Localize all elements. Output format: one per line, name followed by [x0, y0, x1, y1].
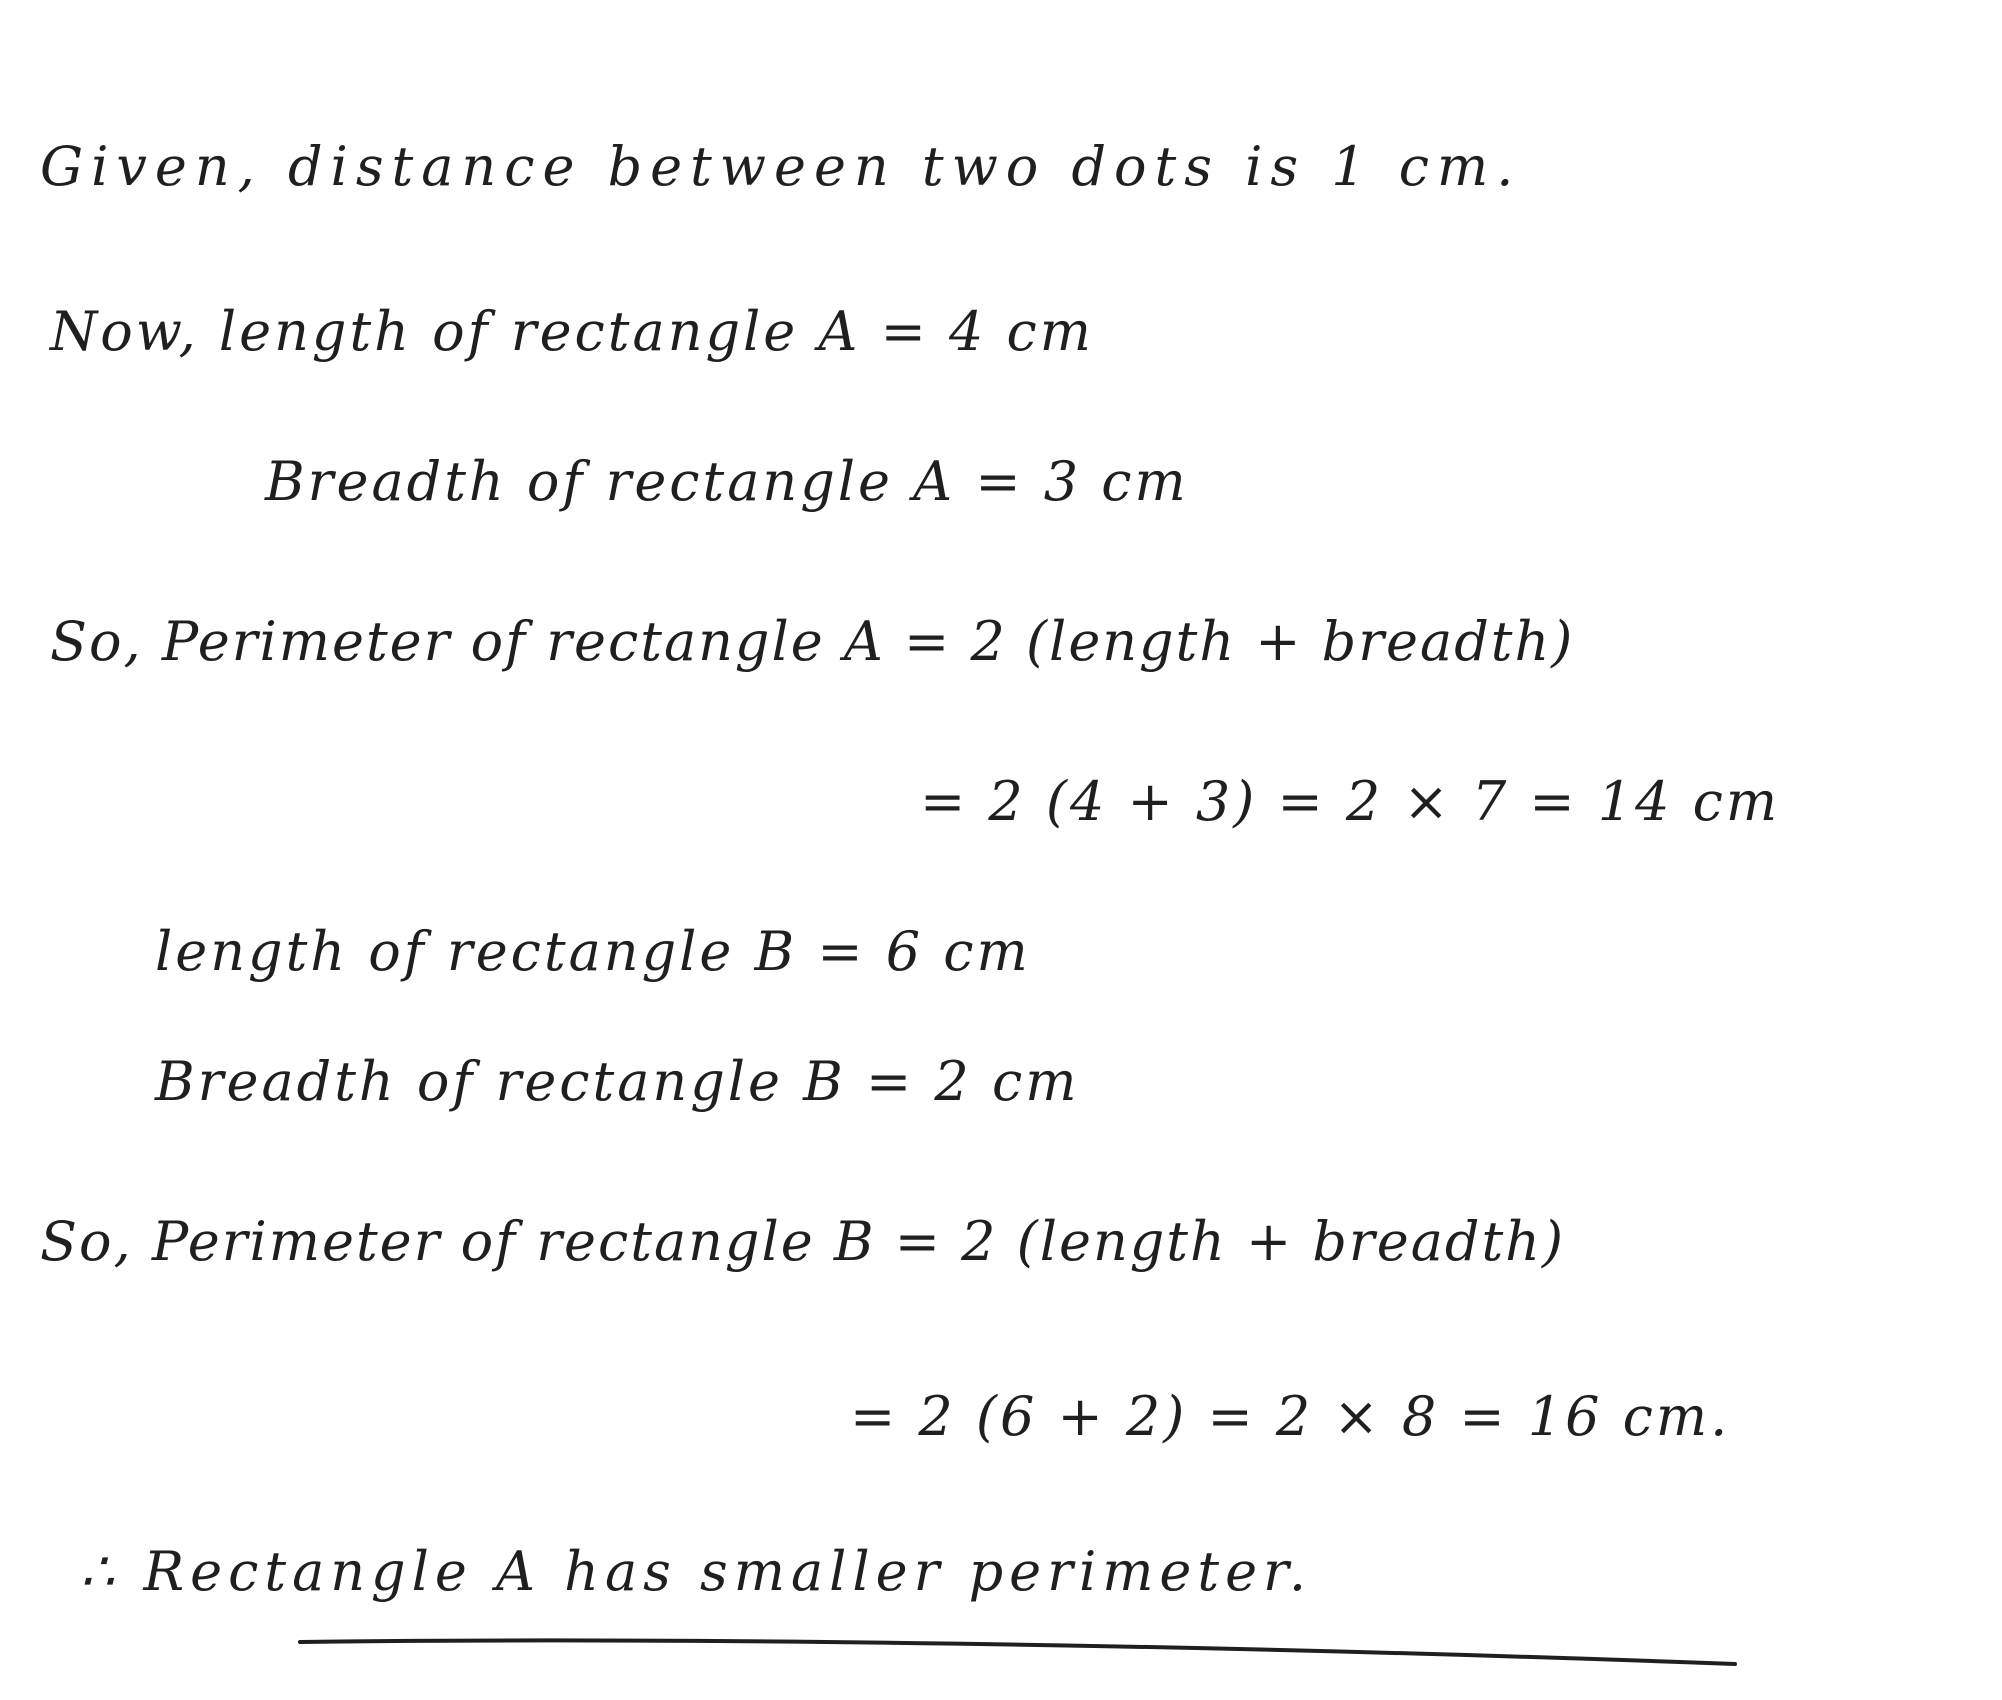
- length-a-line: Now, length of rectangle A = 4 cm: [50, 300, 1094, 363]
- perimeter-b-formula-line: So, Perimeter of rectangle B = 2 (length + breadth): [40, 1210, 1566, 1273]
- breadth-a-line: Breadth of rectangle A = 3 cm: [265, 450, 1189, 513]
- underline-stroke: [300, 1640, 1735, 1664]
- length-b-line: length of rectangle B = 6 cm: [155, 920, 1031, 983]
- perimeter-b-calc-line: = 2 (6 + 2) = 2 × 8 = 16 cm.: [850, 1385, 1731, 1448]
- perimeter-a-calc-line: = 2 (4 + 3) = 2 × 7 = 14 cm: [920, 770, 1781, 833]
- perimeter-a-formula-line: So, Perimeter of rectangle A = 2 (length + breadth): [50, 610, 1575, 673]
- given-line: Given, distance between two dots is 1 cm.: [40, 135, 1522, 198]
- breadth-b-line: Breadth of rectangle B = 2 cm: [155, 1050, 1080, 1113]
- conclusion-line: ∴ Rectangle A has smaller perimeter.: [80, 1540, 1313, 1603]
- conclusion-underline: [295, 1632, 1740, 1672]
